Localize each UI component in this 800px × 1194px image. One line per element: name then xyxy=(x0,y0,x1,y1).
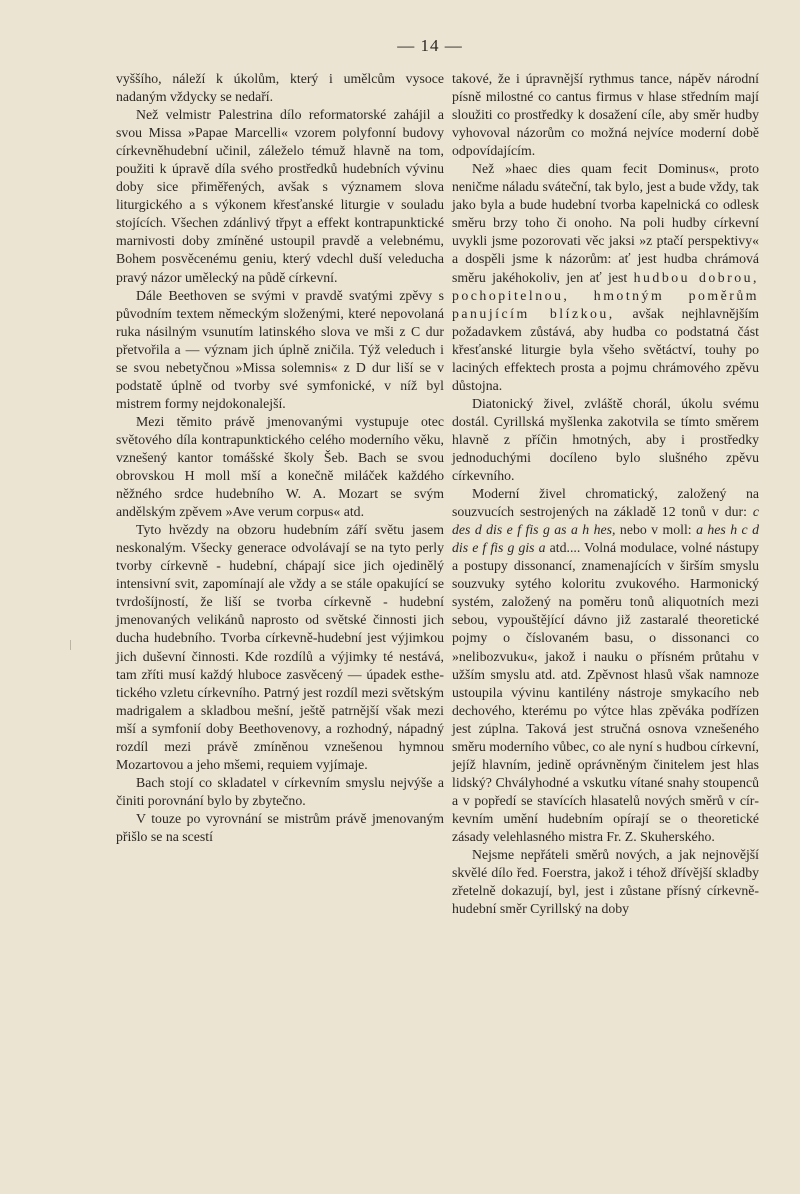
text-run: Moderní živel chromatický, založený na souzvucích sestrojených na základě 12 tonů v dur: xyxy=(452,486,759,520)
text-run: avšak nejhlavnějším požadavkem zůstává, aby hudba co podstatná část křesťanské liturgie byla všeho světáctví, touhy po laciných effektech prosta a pojmu chrámového zpěvu důstojna. xyxy=(452,305,760,393)
paragraph: vyššího, náleží k úkolům, který i umělcům vysoce nadaným vždycky se nedaří. xyxy=(116,71,444,105)
paragraph: Mezi těmito právě jmenovanými vystupuje otec světového díla kontrapunktického celého moderního věku, vznešený kantor tomášské školy Šeb. Bach se svou obrovskou H moll mší a konečně miláček každého něžného srdce hudebního W. A. Mozart se svým andělským zpěvem »Ave verum corpus« atd. xyxy=(116,413,444,520)
margin-mark xyxy=(70,640,77,650)
paragraph xyxy=(452,160,759,395)
text-run: Než »haec dies quam fecit Dominus«, proto neničme náladu sváteční, tak bylo, jest a bude vždy, tak jako byla a bude hudební tvorba kapelnická co odlesk směru brzy toho či onoho. Na poli hudby církevní uvykli jsme pozorovati věc jaksi »z ptačí perspektivy« a dospěli jsme k názorům: ať jest hudba chrámová směru jakéhokoliv, jen ať jest xyxy=(452,161,759,285)
paragraph: Tyto hvězdy na obzoru hudebním září světu jasem neskonalým. Všecky generace odvolávají se na tyto perly tvorby církevně - hudební, chápají sice jich ojedinělý intensivní svit, zapomínají ale vždy a se stále opakující se tvrdošíjností, že liší se tvorba církevně - hudební jmenovaných velikánů naprosto od světské činnosti jich ducha hudebního. Tvorba církevně-hudební jest výjimkou jich duševní činnosti. Kde rozdílů a výjimky té nestává, tam zříti musí každý hluboce zasvěcený — úpadek esthetického vzletu církevního. Patrný jest rozdíl mezi světským madrigalem a skladbou mešní, ještě patrnější však mezi mší a symfonií doby Beethovenovy, a rozhodný, nápadný rozdíl mezi právě zmíněnou vznešenou hymnou Mozartovou a jeho mšemi, requiem vyjímaje. xyxy=(116,522,444,772)
paragraph: Dále Beethoven se svými v pravdě svatými zpěvy s původním textem německým složenými, které nepovolaná ruka násilným vsunutím latinského slova ve mši z C dur přetvořila a — význam jich úplně zničila. Týž veleduch i se svou nebetyčnou »Missa solemnis« z D dur liší se v podstatě úplně od tvorby své symfonické, v níž byl mistrem formy nejdokonalejší. xyxy=(116,287,444,411)
paragraph: Diatonický živel, zvláště chorál, úkolu svému dostál. Cyrillská myšlenka zakotvila se tímto směrem hlavně z příčin hmotných, aby i prostředky jednoduchými docíleno bylo slušného zpěvu církevního. xyxy=(452,395,759,484)
paragraph: Nejsme nepřáteli směrů nových, a jak nejnovější skvělé dílo řed. Foerstra, jakož i téhož dřívější skladby zřetelně dokazují, byl, jest i zůstane přísný církevně-hudební směr Cyrillský na doby xyxy=(452,847,759,917)
text-run: nebo v moll: xyxy=(619,522,692,538)
scale-dur: c des d dis e f fis g as a h hes, xyxy=(452,504,759,538)
right-column xyxy=(452,70,759,918)
paragraph: Bach stojí co skladatel v církevním smyslu nejvýše a činiti porovnání bylo by zbytečno. xyxy=(116,774,444,808)
text-run: atd.... Volná modulace, volné nástupy a postupy dissonancí, znamenajících v širším smyslu souzvuky sytého koloritu zvukového. Harmonický systém, založený na poměru tonů aliquotních mezi sebou, vypouštějící dávno již zastaralé theoretické pojmy o číslovaném basu, o dissonanci co »nelibozvuku«, jakož i nauku o přísném průtahu v užším smyslu atd. atd. Zpěvnost hlasů však namnoze ustoupila vývinu kantilény nástroje smykacího neb dechového, kterému po výtce hlas zpěváka podřízen jest zúplna. Taková jest stručná osnova vznešeného směru moderního vůbec, co ale nyní s hudbou církevní, jejíž hlavním, jedině oprávněným činitelem jest hlas lidský? Chvályhodné a vskutku vítané snahy stoupenců a v popředí se stavících hlasatelů nových směrů v církevním umění hudebním opírají se o theoretické zásady velehlasného mistra Fr. Z. Skuherského. xyxy=(452,540,759,844)
left-column xyxy=(116,70,444,846)
scale-moll: a hes h c d dis e f fis g gis a xyxy=(452,522,760,556)
paragraph: V touze po vyrovnání se mistrům právě jmenovaným přišlo se na scestí xyxy=(116,810,444,844)
paragraph: takové, že i úpravnější rythmus tance, nápěv národní písně milostné co cantus firmus v hlase středním mají sloužiti co prostředky k dosažení cíle, aby směr hudby vyhovoval názorům co možná nejvíce moderní době odpovídajícím. xyxy=(452,71,759,159)
emphasis-spaced: hudbou dobrou, pochopitelnou, hmotným poměrům panujícím blízkou, xyxy=(452,269,759,321)
page-number: — 14 — xyxy=(397,36,463,55)
paragraph: Než velmistr Palestrina dílo reformatorské zahájil a svou Missa »Papae Marcelli« vzorem polyfonní budovy církevněhudební učinil, záleželo témuž hlavně na tom, použiti k úpravě díla svého prostředků hudebních vývinu doby sice přiměřených, avšak s významem slova liturgického a s výkonem křesťanské liturgie v souladu stojících. Všechen zdánlivý třpyt a effekt kontrapunktické marnivosti doby zmíněné ustoupil pravdě a velebnému, Bohem posvěcenému geniu, který vdechl duší veleducha pravý názor umělecký na půdě církevní. xyxy=(116,107,444,285)
paragraph xyxy=(452,485,759,846)
